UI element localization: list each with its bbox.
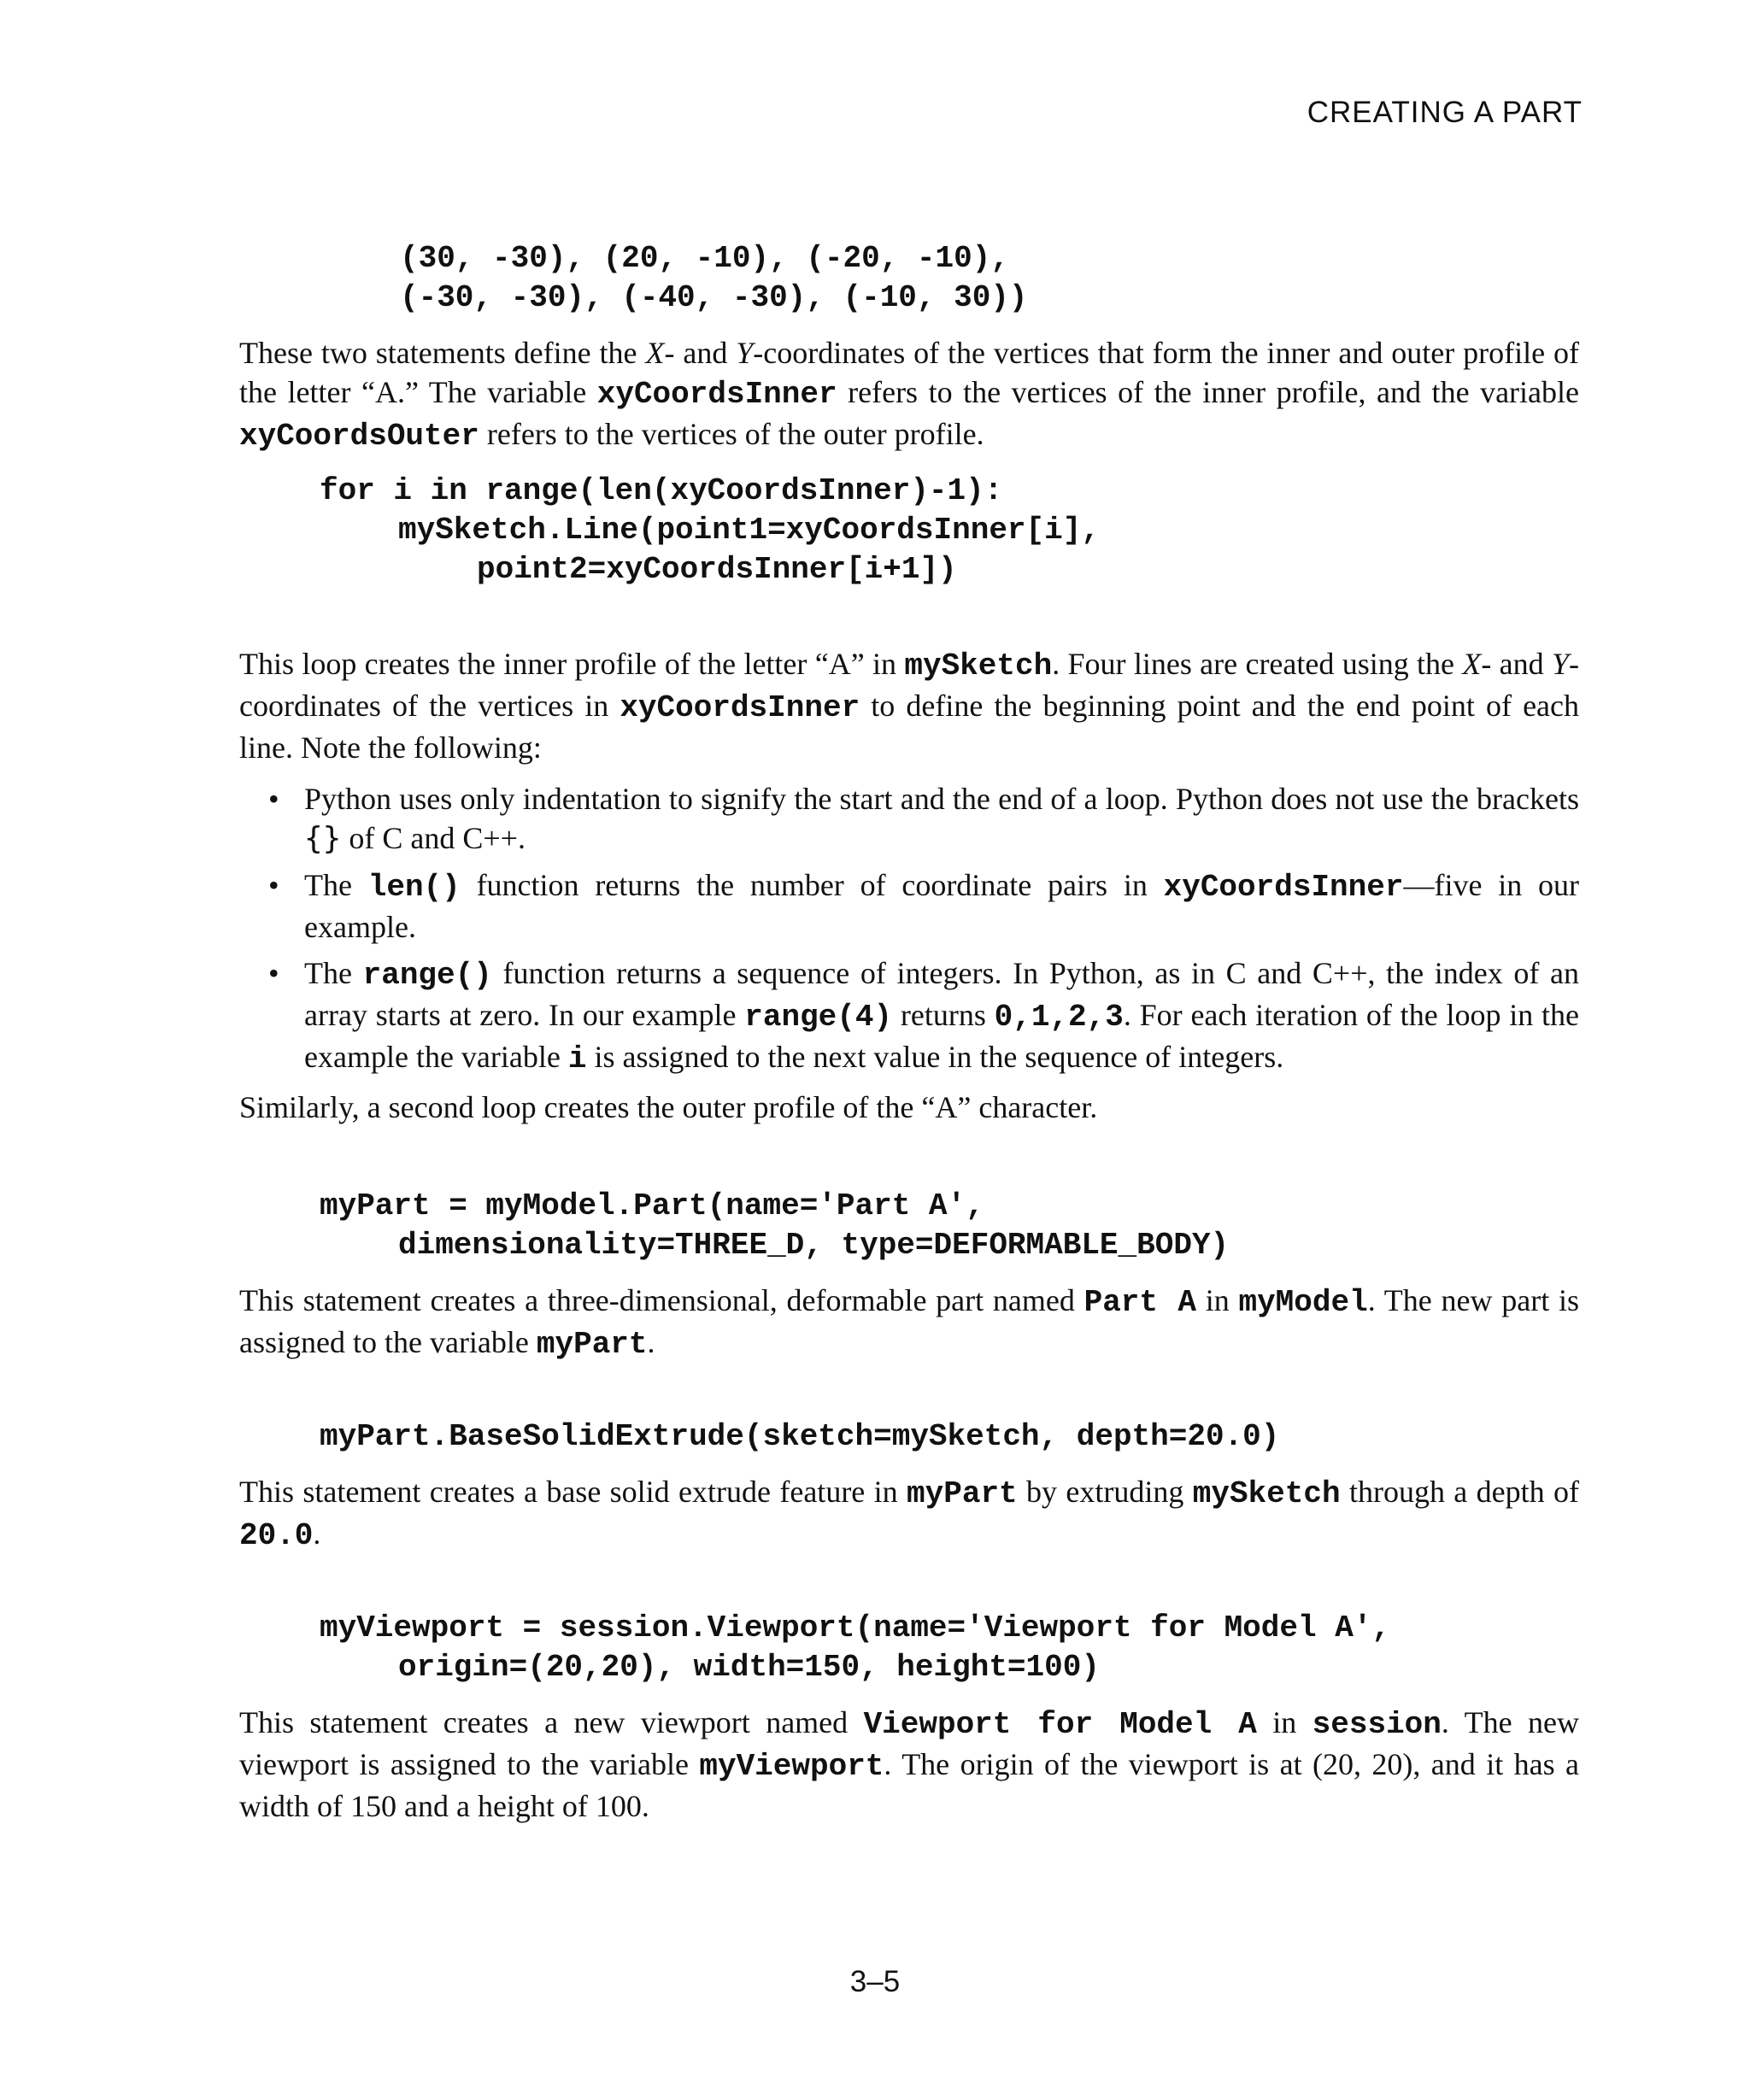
code-block-extrude xyxy=(239,1417,1579,1457)
text: This loop creates the inner profile of the letter “A” in xyxy=(239,647,905,681)
inline-code: len() xyxy=(367,870,461,905)
list-item xyxy=(239,953,1579,1079)
page-body xyxy=(239,239,1579,1826)
text: - and xyxy=(664,336,737,370)
inline-code: 0,1,2,3 xyxy=(994,1000,1124,1035)
code-line: point2=xyCoordsInner[i+1]) xyxy=(477,552,957,587)
code-line: myViewport = session.Viewport(name='Viewport for Model A', xyxy=(320,1610,1391,1645)
code-block-viewport xyxy=(239,1609,1579,1687)
inline-code: myModel xyxy=(1238,1285,1368,1320)
code-line: dimensionality=THREE_D, type=DEFORMABLE_BODY) xyxy=(398,1228,1230,1263)
text: through a depth of xyxy=(1340,1475,1579,1509)
text: —five in our example. xyxy=(304,868,1579,944)
paragraph-viewport xyxy=(239,1703,1579,1826)
text: function returns a sequence of integers. In Python, as in C and C++, the index of an array starts at zero. In our example xyxy=(304,956,1579,1032)
paragraph-extrude xyxy=(239,1472,1579,1556)
text: function returns the number of coordinate pairs in xyxy=(460,868,1164,902)
text: refers to the vertices of the inner profile, and the variable xyxy=(837,375,1579,409)
page-number: 3–5 xyxy=(849,1965,901,1998)
inline-code: Part A xyxy=(1083,1285,1196,1320)
text: of C and C++. xyxy=(341,821,526,855)
list-item xyxy=(239,779,1579,859)
inline-code: mySketch xyxy=(904,648,1053,683)
text: This statement creates a base solid extrude feature in xyxy=(239,1475,907,1509)
inline-code: Viewport for Model A xyxy=(863,1707,1257,1742)
inline-code: session xyxy=(1312,1707,1442,1742)
paragraph-outer-loop: Similarly, a second loop creates the outer profile of the “A” character. xyxy=(239,1090,1098,1124)
code-block-inner-loop xyxy=(239,472,1579,590)
italic-text: Y xyxy=(736,336,754,370)
text: in xyxy=(1195,1283,1239,1317)
inline-code: myPart xyxy=(536,1327,648,1362)
inline-code: {} xyxy=(304,821,342,856)
inline-code: 20.0 xyxy=(239,1518,314,1553)
inline-code: i xyxy=(567,1041,587,1076)
text: - and xyxy=(1481,647,1552,681)
text: refers to the vertices of the outer profile. xyxy=(479,417,984,451)
text: This statement creates a new viewport named xyxy=(239,1705,864,1739)
paragraph-part xyxy=(239,1281,1579,1364)
text: . For each iteration of the loop in the example the variable xyxy=(304,998,1580,1074)
text: . xyxy=(647,1325,655,1359)
list-item xyxy=(239,865,1579,947)
text: . The origin of the viewport is at (20, 20), and it has a width of 150 and a height of 100. xyxy=(239,1747,1579,1823)
inline-code: xyCoordsInner xyxy=(620,690,860,725)
paragraph-inner-loop xyxy=(239,644,1579,767)
inline-code: mySketch xyxy=(1192,1476,1341,1511)
text: to define the beginning point and the end point of each line. Note the following: xyxy=(239,689,1579,765)
bullet-dot: • xyxy=(268,868,279,902)
code-line: myPart = myModel.Part(name='Part A', xyxy=(320,1188,984,1223)
text: by extruding xyxy=(1017,1475,1193,1509)
text: -coordinates of the vertices that form the inner and outer profile of the letter “A.” The variable xyxy=(239,336,1580,409)
italic-text: X xyxy=(645,336,665,370)
bullet-list xyxy=(239,779,1579,1079)
bullet-dot: • xyxy=(268,782,279,816)
code-line: (-30, -30), (-40, -30), (-10, 30)) xyxy=(400,280,1028,315)
inline-code: myPart xyxy=(907,1476,1018,1511)
bullet-dot: • xyxy=(268,956,279,990)
code-line: myPart.BaseSolidExtrude(sketch=mySketch, depth=20.0) xyxy=(320,1419,1280,1454)
text: These two statements define the xyxy=(239,336,646,370)
text: -coordinates of the vertices in xyxy=(239,647,1580,723)
text: returns xyxy=(892,998,995,1032)
text: . The new viewport is assigned to the variable xyxy=(239,1705,1579,1781)
code-line: for i in range(len(xyCoordsInner)-1): xyxy=(320,473,1003,508)
text: is assigned to the next value in the sequence of integers. xyxy=(586,1040,1284,1074)
text: . Four lines are created using the xyxy=(1052,647,1463,681)
text: The xyxy=(304,868,368,902)
text: . xyxy=(313,1516,321,1551)
inline-code: xyCoordsInner xyxy=(596,377,837,412)
text: This statement creates a three-dimensional, deformable part named xyxy=(239,1283,1084,1317)
text: in xyxy=(1256,1705,1312,1739)
running-head: CREATING A PART xyxy=(1307,96,1583,129)
paragraph-coordinates xyxy=(239,333,1579,456)
italic-text: X xyxy=(1462,647,1482,681)
code-line: mySketch.Line(point1=xyCoordsInner[i], xyxy=(398,513,1100,548)
text: Python uses only indentation to signify the start and the end of a loop. Python does not use the brackets xyxy=(304,782,1579,816)
code-line: (30, -30), (20, -10), (-20, -10), xyxy=(400,241,1009,276)
text: The xyxy=(304,956,363,990)
code-block-coordinates xyxy=(239,239,1579,318)
code-block-part xyxy=(239,1187,1579,1265)
text: . The new part is assigned to the variable xyxy=(239,1283,1579,1359)
inline-code: range() xyxy=(362,958,492,993)
inline-code: range(4) xyxy=(744,1000,893,1035)
code-line: origin=(20,20), width=150, height=100) xyxy=(398,1650,1100,1685)
inline-code: myViewport xyxy=(699,1749,884,1784)
italic-text: Y xyxy=(1552,647,1570,681)
inline-code: xyCoordsInner xyxy=(1163,870,1404,905)
inline-code: xyCoordsOuter xyxy=(239,419,479,454)
